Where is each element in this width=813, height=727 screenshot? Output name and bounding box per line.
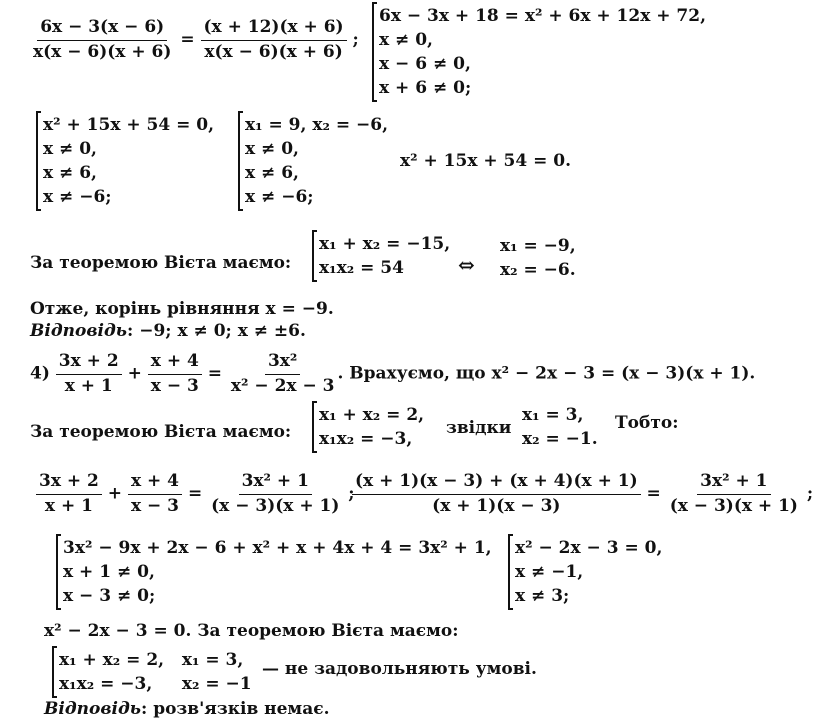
system-row: x ≠ 6, xyxy=(245,163,299,183)
fraction-2-denominator: x − 3 xyxy=(150,375,199,396)
fraction-2 xyxy=(148,352,202,396)
system-row: x₁ = 9, x₂ = −6, xyxy=(245,115,388,135)
line2-system-b xyxy=(238,113,388,209)
system-row: x ≠ −1, xyxy=(515,562,584,582)
fraction-3-denominator: x² − 2x − 3 xyxy=(230,375,335,396)
fraction-1 xyxy=(56,352,122,396)
equals-sign: = xyxy=(207,363,222,384)
answer-label: Відповідь xyxy=(30,321,128,341)
system-row: x² − 2x − 3 = 0, xyxy=(515,538,663,558)
system-row: x₁x₂ = −3, xyxy=(319,429,413,449)
answer-line-1 xyxy=(30,322,306,342)
line3-roots xyxy=(500,234,576,282)
system-row: x₁ + x₂ = 2, xyxy=(319,405,425,425)
equivalence-arrow: ⇔ xyxy=(458,253,475,277)
plus-sign: + xyxy=(107,483,123,504)
fraction-1-denominator: x(x − 6)(x + 6) xyxy=(33,41,172,62)
line7-roots xyxy=(522,403,598,451)
system-row: x₁ + x₂ = −15, xyxy=(319,234,451,254)
fraction-1-numerator: 3x + 2 xyxy=(36,472,102,495)
equals-sign: = xyxy=(646,483,661,504)
fraction-4-numerator: (x + 1)(x − 3) + (x + 4)(x + 1) xyxy=(352,472,641,495)
line3-system xyxy=(312,232,450,280)
not-satisfy-text: — не задовольняють умові. xyxy=(262,659,537,679)
fraction-5-numerator: 3x² + 1 xyxy=(697,472,770,495)
fraction-2-numerator: x + 4 xyxy=(148,352,202,375)
line9-system-a xyxy=(56,536,492,608)
answer-text: : −9; x ≠ 0; x ≠ ±6. xyxy=(127,321,306,341)
fraction-2 xyxy=(128,472,182,516)
root-row: x₁ = −9, xyxy=(500,236,576,256)
line11-system xyxy=(52,648,252,696)
semicolon: ; xyxy=(348,483,355,504)
whence-word: звідки xyxy=(446,418,512,438)
fraction-5 xyxy=(667,472,801,516)
answer-label: Відповідь xyxy=(44,699,142,719)
fraction-2-denominator: x − 3 xyxy=(130,495,180,516)
root-row: x₂ = −1. xyxy=(522,429,598,449)
fraction-1-numerator: 6x − 3(x − 6) xyxy=(37,18,167,41)
fraction-3 xyxy=(208,472,342,516)
semicolon: ; xyxy=(806,483,813,504)
that-is-word: Тобто: xyxy=(615,413,679,433)
vieta-label: За теоремою Вієта маємо: xyxy=(30,253,292,273)
system-row: x² + 15x + 54 = 0, xyxy=(43,115,215,135)
fraction-2-denominator: x(x − 6)(x + 6) xyxy=(204,41,343,62)
semicolon: ; xyxy=(352,29,359,50)
line9-system-b xyxy=(508,536,662,608)
line2-system-a xyxy=(36,113,214,209)
fraction-1 xyxy=(36,472,102,516)
root-row: x₂ = −6. xyxy=(500,260,576,280)
line1-fraction-equation xyxy=(30,18,359,62)
fraction-1-denominator: x + 1 xyxy=(44,495,93,516)
line6-equation xyxy=(30,352,755,396)
line8-equation xyxy=(36,472,355,516)
vieta-label-2: За теоремою Вієта маємо: xyxy=(30,422,292,442)
line1-system xyxy=(372,4,706,100)
equals-sign: = xyxy=(180,29,195,50)
fraction-4-denominator: (x + 1)(x − 3) xyxy=(432,495,561,516)
system-row: x ≠ 0, xyxy=(379,30,433,50)
fraction-3-numerator: 3x² + 1 xyxy=(239,472,312,495)
item-number: 4) xyxy=(30,363,50,384)
system-row: x − 3 ≠ 0; xyxy=(63,586,156,606)
root-row: x₁ = 3, xyxy=(522,405,584,425)
fraction-2-numerator: x + 4 xyxy=(128,472,182,495)
plus-sign: + xyxy=(127,363,142,384)
system-row: x + 6 ≠ 0; xyxy=(379,78,472,98)
line10-text: x² − 2x − 3 = 0. За теоремою Вієта маємо: xyxy=(44,621,459,641)
equals-sign: = xyxy=(187,483,203,504)
system-row: x ≠ 0, xyxy=(245,139,299,159)
system-row: x₁x₂ = −3, x₂ = −1 xyxy=(59,674,252,694)
fraction-2 xyxy=(201,18,347,62)
fraction-4 xyxy=(352,472,641,516)
answer-line-2 xyxy=(44,700,330,720)
line2-equation: x² + 15x + 54 = 0. xyxy=(400,151,572,171)
conclusion-text: Отже, корінь рівняння x = −9. xyxy=(30,299,334,319)
answer-text: : розв'язків немає. xyxy=(141,699,330,719)
system-row: x₁ + x₂ = 2, x₁ = 3, xyxy=(59,650,244,670)
line8-equation-b xyxy=(352,472,813,516)
system-row: x ≠ 0, xyxy=(43,139,97,159)
system-row: x ≠ −6; xyxy=(43,187,112,207)
fraction-3 xyxy=(228,352,338,396)
system-row: x ≠ 3; xyxy=(515,586,570,606)
fraction-1 xyxy=(30,18,174,62)
fraction-3-denominator: (x − 3)(x + 1) xyxy=(211,495,340,516)
fraction-2-numerator: (x + 12)(x + 6) xyxy=(201,18,347,41)
fraction-3-numerator: 3x² xyxy=(265,352,300,375)
note-text: . Врахуємо, що x² − 2x − 3 = (x − 3)(x + 1). xyxy=(337,363,756,384)
system-row: x ≠ −6; xyxy=(245,187,314,207)
system-row: x + 1 ≠ 0, xyxy=(63,562,155,582)
fraction-5-denominator: (x − 3)(x + 1) xyxy=(669,495,798,516)
system-row: 6x − 3x + 18 = x² + 6x + 12x + 72, xyxy=(379,6,706,26)
system-row: x ≠ 6, xyxy=(43,163,97,183)
system-row: x₁x₂ = 54 xyxy=(319,258,404,278)
fraction-1-numerator: 3x + 2 xyxy=(56,352,122,375)
system-row: x − 6 ≠ 0, xyxy=(379,54,471,74)
fraction-1-denominator: x + 1 xyxy=(64,375,113,396)
system-row: 3x² − 9x + 2x − 6 + x² + x + 4x + 4 = 3x² + 1, xyxy=(63,538,492,558)
line7-system xyxy=(312,403,424,451)
